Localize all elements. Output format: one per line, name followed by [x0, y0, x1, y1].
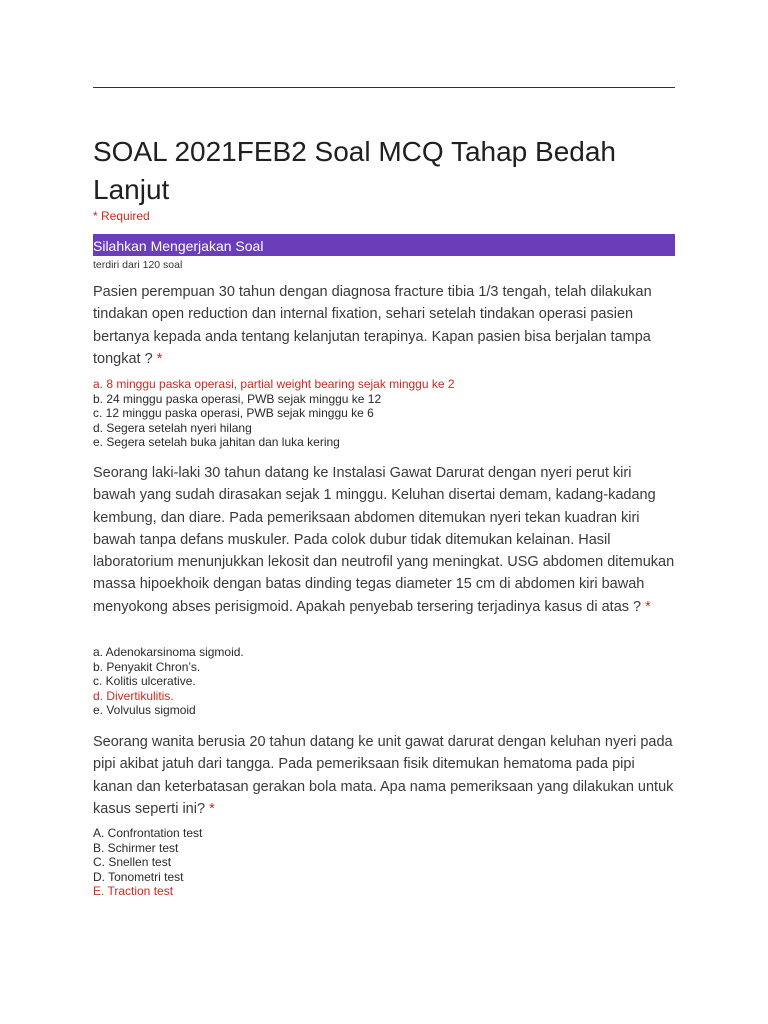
- option-item[interactable]: C. Snellen test: [93, 855, 172, 870]
- question-3-options: [93, 826, 675, 899]
- option-item[interactable]: e. Segera setelah buka jahitan dan luka kering: [93, 435, 340, 450]
- question-1: [93, 281, 675, 370]
- section-description: terdiri dari 120 soal: [93, 259, 183, 271]
- required-star: *: [156, 350, 163, 367]
- option-item[interactable]: c. 12 minggu paska operasi, PWB sejak minggu ke 6: [93, 406, 374, 421]
- question-3: [93, 731, 675, 820]
- option-item[interactable]: A. Confrontation test: [93, 826, 203, 840]
- form-title: SOAL 2021FEB2 Soal MCQ Tahap Bedah Lanjut: [93, 136, 616, 205]
- section-header: Silahkan Mengerjakan Soal: [93, 234, 675, 256]
- option-item[interactable]: b. Penyakit Chron’s.: [93, 659, 201, 674]
- option-item[interactable]: a. Adenokarsinoma sigmoid.: [93, 645, 244, 659]
- required-star: *: [209, 800, 215, 817]
- required-note: * Required: [93, 209, 150, 223]
- required-star: *: [645, 598, 651, 615]
- option-item[interactable]: a. 8 minggu paska operasi, partial weight bearing sejak minggu ke 2: [93, 377, 455, 391]
- question-1-options: [93, 377, 675, 450]
- option-item[interactable]: d. Divertikulitis.: [93, 688, 174, 703]
- option-item[interactable]: d. Segera setelah nyeri hilang: [93, 420, 252, 435]
- question-2-options: [93, 645, 675, 718]
- option-item[interactable]: e. Volvulus sigmoid: [93, 703, 196, 718]
- question-3-text: Seorang wanita berusia 20 tahun datang ke unit gawat darurat dengan keluhan nyeri pada pipi akibat jatuh dari tangga. Pada pemeriksaan fisik ditemukan hematoma pada pipi kanan dan keterbatasan gerakan bola mata. Apa nama pemeriksaan yang dilakukan untuk kasus seperti ini?: [93, 734, 674, 817]
- question-2-text: Seorang laki-laki 30 tahun datang ke Instalasi Gawat Darurat dengan nyeri perut kiri bawah yang sudah dirasakan sejak 1 minggu. Keluhan disertai demam, kadang-kadang kembung, dan diare. Pada pemeriksaan abdomen ditemukan nyeri tekan kuadran kiri bawah tanpa defans muskuler. Pada colok dubur tidak ditemukan kelainan. Hasil laboratorium menunjukkan lekosit dan neutrofil yang meningkat. USG abdomen ditemukan massa hipoekhoik dengan batas dinding tegas diameter 15 cm di abdomen kiri bawah menyokong abses perisigmoid. Apakah penyebab tersering terjadinya kasus di atas ?: [93, 465, 675, 615]
- option-item[interactable]: c. Kolitis ulcerative.: [93, 674, 196, 689]
- option-item[interactable]: B. Schirmer test: [93, 840, 179, 855]
- question-2: [93, 462, 675, 618]
- option-item[interactable]: b. 24 minggu paska operasi, PWB sejak minggu ke 12: [93, 391, 382, 406]
- question-1-text: Pasien perempuan 30 tahun dengan diagnosa fracture tibia 1/3 tengah, telah dilakukan tindakan open reduction dan internal fixation, sehari setelah tindakan operasi pasien bertanya kepada anda tentang kelanjutan terapinya. Kapan pasien bisa berjalan tampa tongkat ?: [93, 284, 652, 367]
- option-item[interactable]: D. Tonometri test: [93, 869, 184, 884]
- option-item[interactable]: E. Traction test: [93, 884, 174, 899]
- header-divider: [93, 87, 675, 88]
